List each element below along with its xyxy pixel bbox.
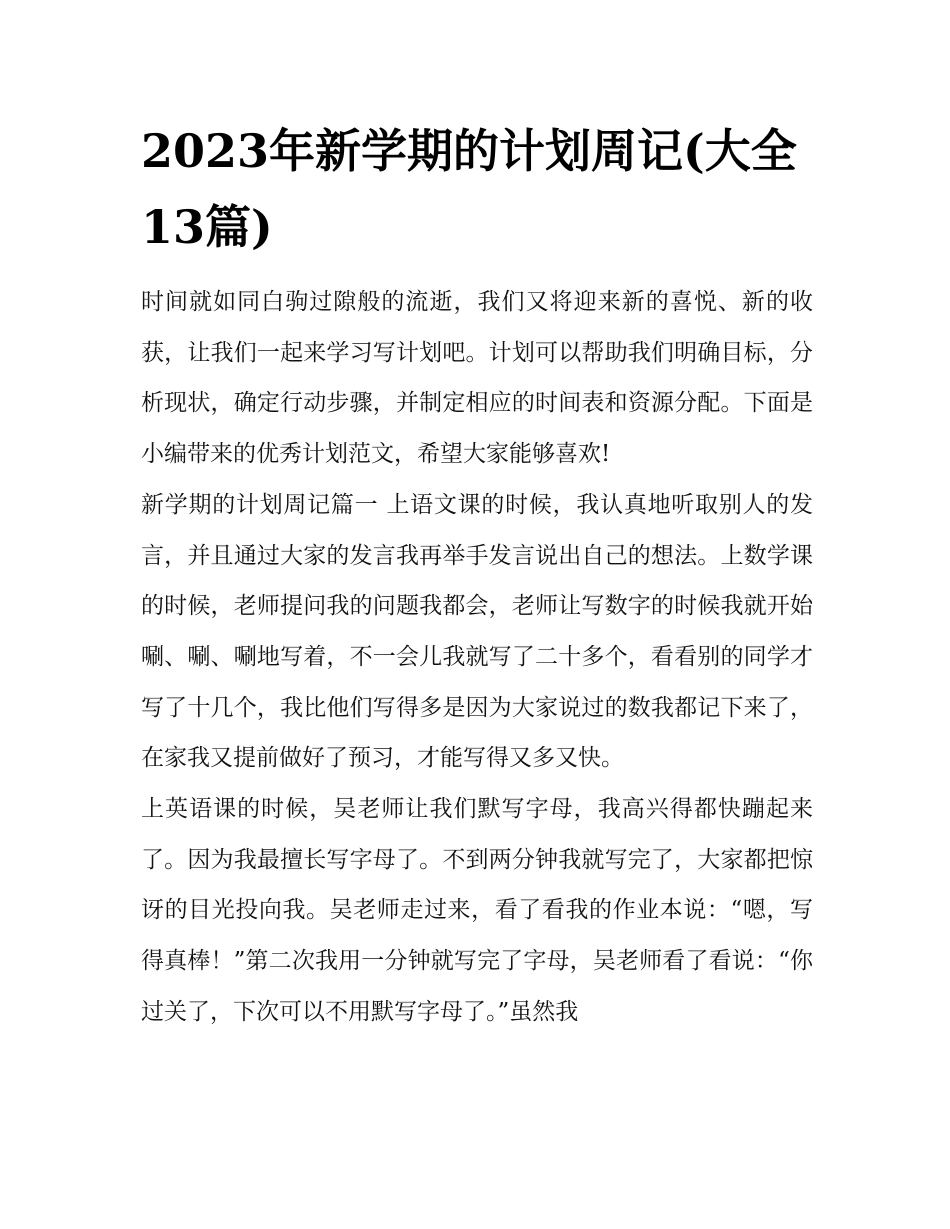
document-title: 2023年新学期的计划周记(大全13篇) xyxy=(141,124,797,254)
paragraph-english-class: 上英语课的时候，吴老师让我们默写字母，我高兴得都快蹦起来了。因为我最擅长写字母了。不到两分钟我就写完了，大家都把惊讶的目光投向我。吴老师走过来，看了看我的作业本说：“嗯，写得真棒！”第二次我用一分钟就写完了字母，吴老师看了看说：“你过关了，下次可以不用默写字母了。”虽然我 xyxy=(141,796,813,1025)
paragraph-chapter-one: 新学期的计划周记篇一 上语文课的时候，我认真地听取别人的发言，并且通过大家的发言我再举手发言说出自己的想法。上数学课的时候，老师提问我的问题我都会，老师让写数字的时候我就开始唰、唰、唰地写着，不一会儿我就写了二十多个，看看别的同学才写了十几个，我比他们写得多是因为大家说过的数我都记下来了，在家我又提前做好了预习，才能写得又多又快。 xyxy=(141,491,813,772)
document-body xyxy=(141,277,813,1038)
paragraph-intro: 时间就如同白驹过隙般的流逝，我们又将迎来新的喜悦、新的收获，让我们一起来学习写计划吧。计划可以帮助我们明确目标，分析现状，确定行动步骤，并制定相应的时间表和资源分配。下面是小编带来的优秀计划范文，希望大家能够喜欢! xyxy=(141,289,813,468)
